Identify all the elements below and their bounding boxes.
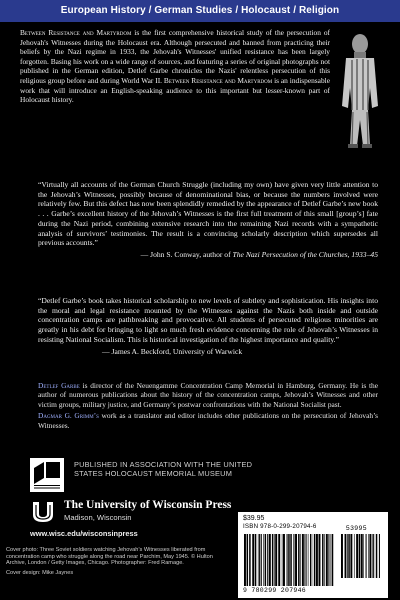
ushmm-line-1: PUBLISHED IN ASSOCIATION WITH THE UNITED — [74, 460, 253, 469]
barcode-bar — [341, 534, 343, 578]
supplement-number: 53995 — [346, 525, 368, 532]
author-bio-text: is director of the Neuengamme Concentration Camp Memorial in Hamburg, Germany. He is the author of numerous publications about the history of the concentration camps, Jehovah’s Witnesses and other victim groups, military justice, and Germany’s postwar confrontations with the National Socialist past. — [38, 381, 378, 409]
barcode-bar — [255, 534, 256, 586]
quote-beckford — [38, 296, 378, 356]
barcode-bar — [298, 534, 300, 586]
barcode-bar — [275, 534, 277, 586]
barcode-bar — [328, 534, 329, 586]
barcode-bar — [332, 534, 334, 586]
barcode-bar — [288, 534, 290, 586]
category-text: European History / German Studies / Holocaust / Religion — [60, 5, 340, 16]
attribution-prefix: — James A. Beckford, University of Warwick — [102, 346, 243, 356]
barcode-bar — [331, 534, 332, 586]
barcode-bar — [302, 534, 304, 586]
book-title-2: Between Resistance and Martyrdom — [163, 75, 273, 85]
barcode-bar — [345, 534, 347, 578]
prisoner-photo — [330, 28, 390, 156]
barcode-bar — [261, 534, 262, 586]
barcode-bar — [249, 534, 251, 586]
attribution-book-title: The Nazi Persecution of the Churches, 1933–45 — [232, 249, 378, 259]
barcode-bar — [350, 534, 352, 578]
publisher-url[interactable]: www.wisc.edu/wisconsinpress — [30, 529, 138, 538]
barcode-bar — [252, 534, 254, 586]
barcode-bar — [322, 534, 324, 586]
ushmm-line-2: STATES HOLOCAUST MEMORIAL MUSEUM — [74, 469, 233, 479]
barcode-bar — [308, 534, 309, 586]
barcode-bar — [278, 534, 280, 586]
barcode-bar — [247, 534, 249, 586]
quote-text: “Detlef Garbe’s book takes historical scholarship to new levels of subtlety and sophistication. His insights into the moral and legal resistance mounted by the Witnesses against the Nazis both inside and outside concentration camps are pathbreaking and provocative. All students of persecuted religious minorities are greatly in his debt for bringing to light so much fresh evidence concerning the role of Jehovah’s Witnesses in resisting National Socialism. This is historical investigation of the highest importance and quality.” — [38, 296, 378, 344]
publisher-city: Madison, Wisconsin — [64, 513, 132, 522]
barcode-bar — [290, 534, 292, 586]
barcode-bar — [324, 534, 325, 586]
cover-design-credit: Cover design: Mike Jaynes — [6, 570, 74, 577]
barcode-digits: 9 780299 207946 — [243, 587, 307, 594]
barcode-bar — [306, 534, 307, 586]
barcode-bar — [368, 534, 369, 578]
ushmm-statement — [74, 460, 374, 478]
attribution-prefix: — John S. Conway, author of — [140, 249, 233, 259]
barcode-bar — [312, 534, 313, 586]
barcode-bar — [300, 534, 301, 586]
ean-barcode — [243, 534, 335, 586]
barcode-bar — [263, 534, 264, 586]
supplement-barcode — [340, 534, 382, 578]
barcode-bar — [304, 534, 305, 586]
barcode-bar — [310, 534, 311, 586]
quote-conway — [38, 180, 378, 260]
barcode-bar — [348, 534, 350, 578]
barcode-bar — [293, 534, 294, 586]
barcode-bar — [319, 534, 321, 586]
cover-credits — [6, 547, 216, 577]
author-name: Detlef Garbe — [38, 381, 80, 390]
barcode-bar — [287, 534, 288, 586]
intro-text-a: is the first comprehensive historical study of the persecution of Jehovah's Witnesses during the Holocaust era. Although persecuted and banned from practicing their beliefs by the Nazi regime in 1933, the Jehovah's Witnesses' unified resistance has been largely forgotten. Basing his work on a wide range of sources, and featuring a series of original photographs not published in the German edition, Detlef Garbe chronicles the Nazis' relentless persecution of this religious group before and during World War II. — [20, 28, 330, 85]
barcode-bar — [272, 534, 274, 586]
barcode-bar — [356, 534, 358, 578]
intro-text-b: is an indispensable work that will introduce an English-speaking audience to this important but lesser-known part of Holocaust history. — [20, 75, 330, 105]
barcode-bar — [316, 534, 318, 586]
author-bio — [38, 381, 378, 409]
barcode-bar — [274, 534, 275, 586]
isbn: ISBN 978-0-299-20794-6 — [243, 523, 317, 530]
barcode-bar — [369, 534, 371, 578]
barcode-bar — [258, 534, 259, 586]
barcode-bar — [265, 534, 267, 586]
barcode-bar — [326, 534, 328, 586]
uwp-logo — [30, 499, 56, 525]
category-bar — [0, 0, 400, 22]
barcode-bar — [314, 534, 316, 586]
price: $39.95 — [243, 515, 265, 522]
barcode-block — [238, 512, 388, 598]
cover-photo-credit: Cover photo: Three Soviet soldiers watching Jehovah’s Witnesses liberated from concentration camp who struggle along the road near Parchim, May 1945. © Hulton Archive, London / Getty Images, Chicago. Photographer: Fred Ramage. — [6, 547, 213, 567]
translator-name: Dagmar G. Grimm’s — [38, 411, 99, 421]
barcode-bar — [259, 534, 260, 586]
barcode-bar — [373, 534, 374, 578]
quote-text: “Virtually all accounts of the German Church Struggle (including my own) have given very little attention to the Jehovah’s Witnesses, possibly because of denominational bias, or because the numbers involved were relatively few. But this defect has now been splendidly remedied by the appearance of Detlef Garbe’s new book . . . Garbe’s excellent history of the Jehovah’s Witnesses is the first full treatment of this small [group’s] fate during the Nazi period, combining extensive research into the remaining Nazi records with a sympathetic analysis of survivors’ testimonies. The result is a convincing scholarly description which supersedes all previous accounts.” — [38, 180, 378, 248]
barcode-bar — [354, 534, 355, 578]
barcode-bar — [359, 534, 361, 578]
barcode-bar — [366, 534, 367, 578]
barcode-bar — [379, 534, 380, 578]
barcode-bar — [372, 534, 373, 578]
book-title: Between Resistance and Martyrdom — [20, 28, 132, 37]
intro-paragraph — [20, 28, 330, 105]
barcode-bar — [363, 534, 364, 578]
quote-attribution — [38, 347, 378, 357]
barcode-bar — [283, 534, 285, 586]
quote-attribution — [38, 250, 378, 260]
barcode-bar — [295, 534, 297, 586]
barcode-bar — [244, 534, 246, 586]
publisher-name: The University of Wisconsin Press — [64, 499, 232, 511]
barcode-bar — [361, 534, 363, 578]
barcode-bar — [282, 534, 283, 586]
barcode-bar — [347, 534, 348, 578]
translator-bio — [38, 411, 378, 430]
translator-bio-text: work as a translator and editor includes other publications on the persecution of Jehovah’s Witnesses. — [38, 411, 378, 430]
barcode-bar — [269, 534, 271, 586]
author-bios — [38, 381, 378, 430]
ushmm-logo — [30, 458, 64, 492]
barcode-bar — [267, 534, 268, 586]
barcode-bar — [376, 534, 378, 578]
